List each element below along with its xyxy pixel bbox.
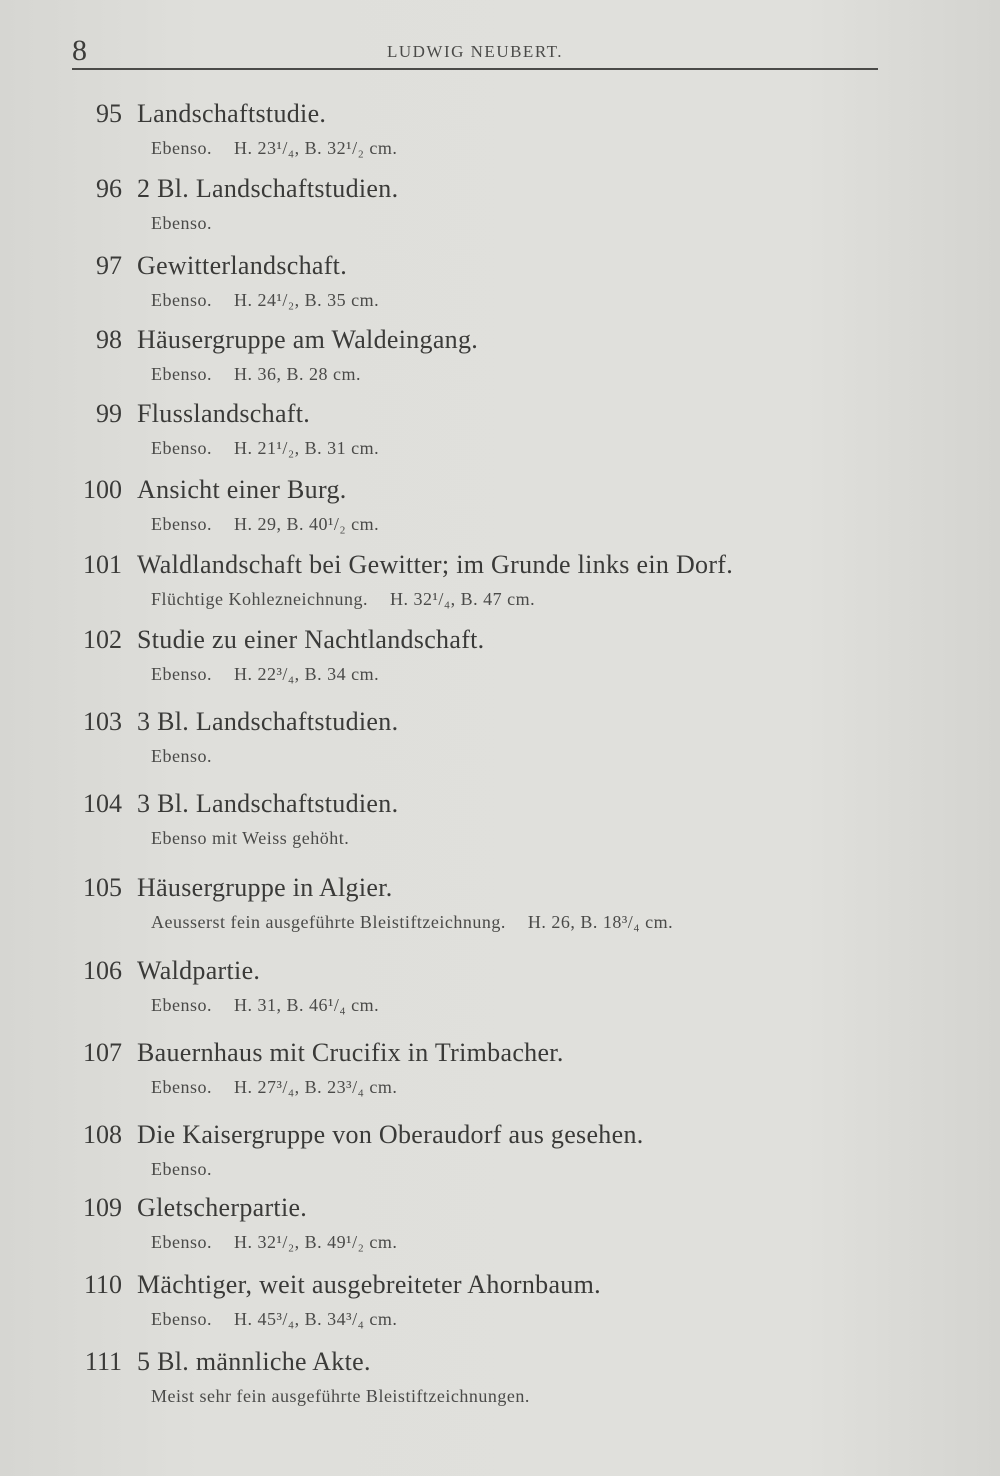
entry-description (151, 1076, 409, 1098)
entry-title: 3 Bl. Landschaftstudien. (137, 789, 399, 818)
entry-title: Ansicht einer Burg. (137, 475, 347, 504)
entry-description (151, 137, 409, 159)
entry-number: 105 (83, 873, 122, 902)
entry-number: 96 (96, 174, 122, 203)
entry-number: 102 (83, 625, 122, 654)
entry-dimensions: H. 32¹/₂, B. 49¹/₂ cm. (234, 1232, 398, 1252)
entry-number: 99 (96, 399, 122, 428)
entry-technique: Ebenso. (151, 1159, 212, 1179)
entry-title: 5 Bl. männliche Akte. (137, 1347, 371, 1376)
entry-description (151, 1158, 234, 1180)
entry-technique: Ebenso. (151, 514, 212, 534)
entry-title: Flusslandschaft. (137, 399, 311, 428)
entry-dimensions: H. 29, B. 40¹/₂ cm. (234, 514, 380, 534)
entry-technique: Ebenso mit Weiss gehöht. (151, 828, 350, 848)
entry-description (151, 513, 391, 535)
entry-description (151, 745, 234, 767)
entry-description (151, 911, 685, 933)
entry-technique: Ebenso. (151, 995, 212, 1015)
entry-description (151, 827, 371, 849)
entry-title: 3 Bl. Landschaftstudien. (137, 707, 399, 736)
entry-technique: Ebenso. (151, 1077, 212, 1097)
entry-title: Bauernhaus mit Crucifix in Trimbacher. (137, 1038, 564, 1067)
entry-technique: Ebenso. (151, 364, 212, 384)
entry-technique: Ebenso. (151, 746, 212, 766)
entry-number: 95 (96, 99, 122, 128)
running-head: LUDWIG NEUBERT. (386, 42, 564, 61)
entry-technique: Ebenso. (151, 290, 212, 310)
entry-description (151, 437, 391, 459)
entry-technique: Meist sehr fein ausgeführte Bleistiftzeichnungen. (151, 1386, 530, 1406)
entry-title: Häusergruppe in Algier. (137, 873, 393, 902)
entry-title: Landschaftstudie. (137, 99, 327, 128)
entry-title: Gewitterlandschaft. (137, 251, 348, 280)
entry-title: Die Kaisergruppe von Oberaudorf aus gesehen. (137, 1120, 644, 1149)
entry-title: Waldlandschaft bei Gewitter; im Grunde links ein Dorf. (137, 550, 734, 579)
entry-title: 2 Bl. Landschaftstudien. (137, 174, 399, 203)
entry-number: 107 (83, 1038, 122, 1067)
entry-number: 104 (83, 789, 122, 818)
header-rule (72, 68, 878, 70)
entry-dimensions: H. 26, B. 18³/₄ cm. (527, 912, 674, 932)
entry-number: 106 (83, 956, 122, 985)
entry-title: Häusergruppe am Waldeingang. (137, 325, 479, 354)
entry-title: Studie zu einer Nachtlandschaft. (137, 625, 485, 654)
entry-number: 98 (96, 325, 122, 354)
entry-dimensions: H. 21¹/₂, B. 31 cm. (234, 438, 380, 458)
entry-description (151, 1308, 409, 1330)
entry-description (151, 363, 373, 385)
entry-number: 100 (83, 475, 122, 504)
entry-number: 111 (84, 1347, 122, 1376)
entry-dimensions: H. 22³/₄, B. 34 cm. (234, 664, 380, 684)
page-number: 8 (72, 34, 87, 67)
entry-dimensions: H. 36, B. 28 cm. (234, 364, 361, 384)
entry-dimensions: H. 45³/₄, B. 34³/₄ cm. (234, 1309, 398, 1329)
entry-number: 110 (83, 1270, 122, 1299)
entry-title: Mächtiger, weit ausgebreiteter Ahornbaum. (137, 1270, 601, 1299)
entry-technique: Flüchtige Kohlezneichnung. (151, 589, 368, 609)
entry-dimensions: H. 24¹/₂, B. 35 cm. (234, 290, 380, 310)
entry-description (151, 289, 391, 311)
entry-technique: Ebenso. (151, 1309, 212, 1329)
entry-number: 108 (83, 1120, 122, 1149)
entry-number: 101 (83, 550, 122, 579)
entry-technique: Ebenso. (151, 438, 212, 458)
entry-description (151, 663, 391, 685)
entry-dimensions: H. 23¹/₄, B. 32¹/₂ cm. (234, 138, 398, 158)
entry-dimensions: H. 32¹/₄, B. 47 cm. (389, 589, 536, 609)
entry-dimensions: H. 31, B. 46¹/₄ cm. (234, 995, 380, 1015)
entry-title: Gletscherpartie. (137, 1193, 308, 1222)
entry-description (151, 994, 391, 1016)
entry-title: Waldpartie. (137, 956, 261, 985)
entry-dimensions: H. 27³/₄, B. 23³/₄ cm. (234, 1077, 398, 1097)
entry-technique: Aeusserst fein ausgeführte Bleistiftzeichnung. (151, 912, 506, 932)
entry-number: 103 (83, 707, 122, 736)
entry-description (151, 1385, 552, 1407)
entry-number: 97 (96, 251, 122, 280)
entry-description (151, 1231, 409, 1253)
entry-number: 109 (83, 1193, 122, 1222)
entry-technique: Ebenso. (151, 213, 212, 233)
entry-description (151, 588, 547, 610)
page-header (72, 30, 878, 72)
entry-technique: Ebenso. (151, 664, 212, 684)
entry-description (151, 212, 234, 234)
entry-technique: Ebenso. (151, 138, 212, 158)
entry-technique: Ebenso. (151, 1232, 212, 1252)
